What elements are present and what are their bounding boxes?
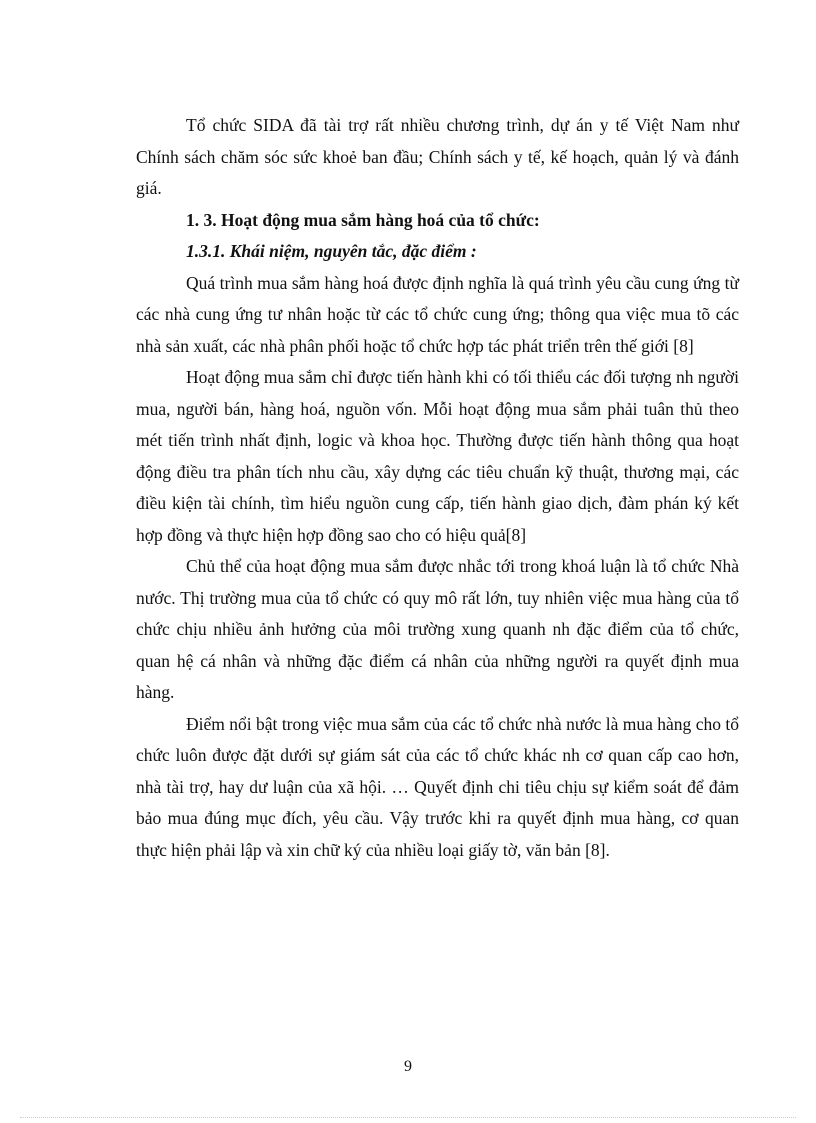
page-number: 9 bbox=[404, 1058, 412, 1075]
section-heading: 1. 3. Hoạt động mua sắm hàng hoá của tổ chức: bbox=[186, 209, 540, 230]
subsection-heading: 1.3.1. Khái niệm, nguyên tắc, đặc điểm : bbox=[186, 241, 477, 261]
page-body bbox=[136, 110, 739, 866]
paragraph-process: Hoạt động mua sắm chỉ được tiến hành khi có tối thiểu các đối tượng nh người mua, người bán, hàng hoá, nguồn vốn. Mỗi hoạt động mua sắm phải tuân thủ theo mét tiến trình nhất định, logic và khoa học. Thường được tiến hành thông qua hoạt động điều tra phân tích nhu cầu, xây dựng các tiêu chuẩn kỹ thuật, thương mại, các điều kiện tài chính, tìm hiểu nguồn cung cấp, tiến hành giao dịch, đàm phán ký kết hợp đồng và thực hiện hợp đồng sao cho có hiệu quả[8] bbox=[136, 367, 739, 545]
paragraph-highlights: Điểm nổi bật trong việc mua sắm của các tổ chức nhà nước là mua hàng cho tổ chức luôn được đặt dưới sự giám sát của các tổ chức khác nh cơ quan cấp cao hơn, nhà tài trợ, hay dư luận của xã hội. … Quyết định chi tiêu chịu sự kiểm soát để đảm bảo mua đúng mục đích, yêu cầu. Vậy trước khi ra quyết định mua hàng, cơ quan thực hiện phải lập và xin chữ ký của nhiều loại giấy tờ, văn bản [8]. bbox=[136, 713, 739, 860]
paragraph-definition: Quá trình mua sắm hàng hoá được định nghĩa là quá trình yêu cầu cung ứng từ các nhà cung ứng tư nhân hoặc từ các tổ chức cung ứng; thông qua việc mua tõ các nhà sản xuất, các nhà phân phối hoặc tổ chức hợp tác phát triển trên thế giới [8] bbox=[136, 272, 739, 356]
paragraph-subject: Chủ thể của hoạt động mua sắm được nhắc tới trong khoá luận là tổ chức Nhà nước. Thị trường mua của tổ chức có quy mô rất lớn, tuy nhiên việc mua hàng của tổ chức chịu nhiều ảnh hưởng của môi trường xung quanh nh đặc điểm của tổ chức, quan hệ cá nhân và những đặc điểm cá nhân của những người ra quyết định mua hàng. bbox=[136, 556, 739, 702]
paragraph-sida-funding: Tổ chức SIDA đã tài trợ rất nhiều chương trình, dự án y tế Việt Nam như Chính sách chăm sóc sức khoẻ ban đầu; Chính sách y tế, kế hoạch, quản lý và đánh giá. bbox=[136, 115, 739, 198]
page-bottom-edge bbox=[20, 1117, 796, 1118]
